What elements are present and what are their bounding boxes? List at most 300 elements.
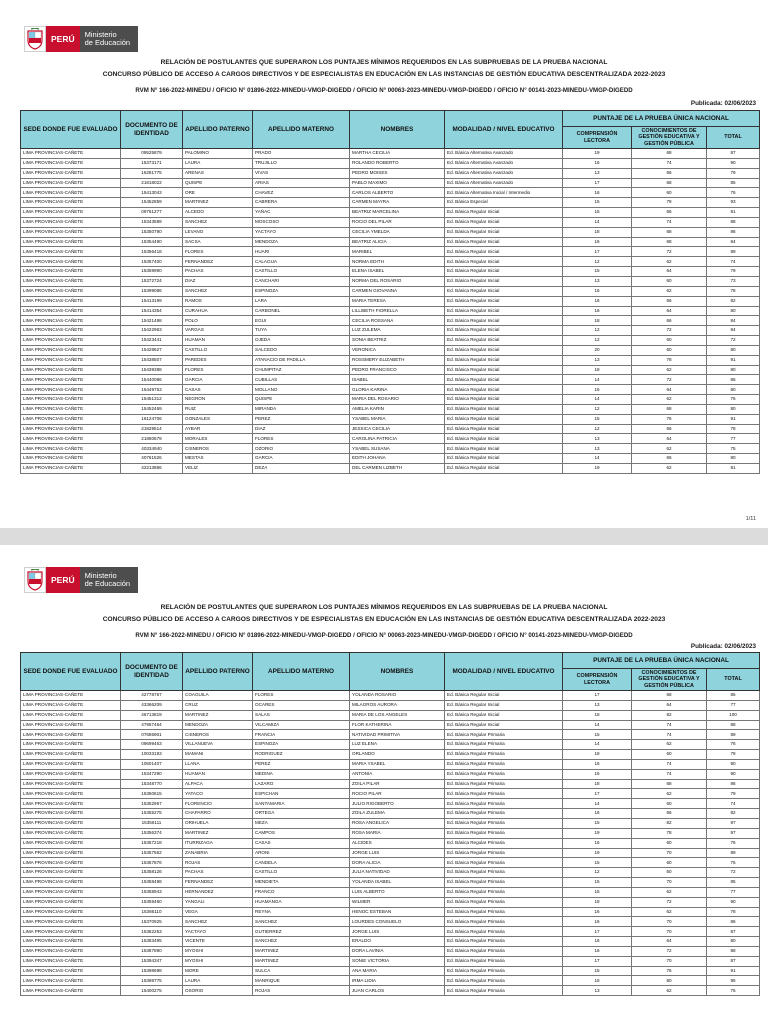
cell-modalidad: Ed. Básica Regular Primaria: [445, 887, 563, 897]
table-row: [21, 208, 760, 218]
cell-modalidad: Ed. Básica Regular Inicial: [445, 385, 563, 395]
cell-nombres: JUAN CARLOS: [350, 986, 445, 996]
cell-documento: 09761277: [121, 208, 183, 218]
cell-apellido-paterno: VELIZ: [183, 464, 253, 474]
cell-sede: LIMA PROVINCIAS-CAÑETE: [21, 858, 121, 868]
cell-nombres: BEATRIZ ALICIA: [350, 237, 445, 247]
cell-conocimientos: 60: [632, 838, 707, 848]
cell-documento: 15357876: [121, 858, 183, 868]
cell-total: 93: [707, 198, 760, 208]
cell-documento: 10033193: [121, 750, 183, 760]
results-table: [20, 110, 760, 474]
table-row: [21, 316, 760, 326]
table-row: [21, 946, 760, 956]
table-row: [21, 267, 760, 277]
cell-apellido-materno: MANRIQUE: [253, 976, 350, 986]
cell-total: 88: [707, 720, 760, 730]
cell-comprension: 19: [563, 464, 632, 474]
cell-total: 72: [707, 868, 760, 878]
cell-nombres: MARIA YSABEL: [350, 759, 445, 769]
cell-apellido-materno: OZORIO: [253, 444, 350, 454]
cell-apellido-paterno: CRUZ: [183, 700, 253, 710]
cell-total: 86: [707, 227, 760, 237]
cell-apellido-materno: MENDIETA: [253, 878, 350, 888]
cell-apellido-paterno: MARTINEZ: [183, 710, 253, 720]
cell-sede: LIMA PROVINCIAS-CAÑETE: [21, 424, 121, 434]
cell-sede: LIMA PROVINCIAS-CAÑETE: [21, 956, 121, 966]
cell-sede: LIMA PROVINCIAS-CAÑETE: [21, 769, 121, 779]
cell-documento: 15359990: [121, 267, 183, 277]
cell-documento: 15357400: [121, 257, 183, 267]
cell-total: 72: [707, 336, 760, 346]
cell-documento: 21829514: [121, 424, 183, 434]
cell-modalidad: Ed. Básica Regular Primaria: [445, 907, 563, 917]
cell-modalidad: Ed. Básica Regular Primaria: [445, 917, 563, 927]
cell-total: 76: [707, 188, 760, 198]
cell-total: 80: [707, 345, 760, 355]
cell-nombres: JORGE LUIS: [350, 848, 445, 858]
cell-comprension: 17: [563, 691, 632, 701]
table-row: [21, 691, 760, 701]
cell-nombres: DORA LAVINIA: [350, 946, 445, 956]
cell-apellido-materno: MEZA: [253, 818, 350, 828]
cell-apellido-materno: ATANACIO DE PADILLA: [253, 355, 350, 365]
cell-apellido-paterno: MESTAS: [183, 454, 253, 464]
cell-total: 80: [707, 365, 760, 375]
cell-documento: 21818022: [121, 178, 183, 188]
cell-comprension: 15: [563, 858, 632, 868]
cell-apellido-paterno: RAMOS: [183, 296, 253, 306]
cell-sede: LIMA PROVINCIAS-CAÑETE: [21, 375, 121, 385]
cell-modalidad: Ed. Básica Regular Inicial: [445, 355, 563, 365]
cell-apellido-materno: CASAS: [253, 838, 350, 848]
cell-comprension: 18: [563, 710, 632, 720]
cell-sede: LIMA PROVINCIAS-CAÑETE: [21, 700, 121, 710]
cell-nombres: AMELIA KARIN: [350, 404, 445, 414]
cell-total: 90: [707, 158, 760, 168]
cell-conocimientos: 64: [632, 434, 707, 444]
header-documento: DOCUMENTO DE IDENTIDAD: [121, 111, 183, 149]
cell-conocimientos: 66: [632, 454, 707, 464]
cell-documento: 07686901: [121, 730, 183, 740]
cell-nombres: PEDRO MOISES: [350, 168, 445, 178]
cell-apellido-paterno: OSORIO: [183, 986, 253, 996]
cell-conocimientos: 62: [632, 986, 707, 996]
cell-sede: LIMA PROVINCIAS-CAÑETE: [21, 188, 121, 198]
cell-conocimientos: 82: [632, 710, 707, 720]
cell-sede: LIMA PROVINCIAS-CAÑETE: [21, 267, 121, 277]
table-row: [21, 779, 760, 789]
document-header: [0, 602, 768, 642]
cell-sede: LIMA PROVINCIAS-CAÑETE: [21, 306, 121, 316]
cell-comprension: 12: [563, 326, 632, 336]
cell-total: 80: [707, 454, 760, 464]
cell-total: 84: [707, 326, 760, 336]
cell-nombres: CARMEN MAYRA: [350, 198, 445, 208]
cell-nombres: CARMEN GIOVANNA: [350, 286, 445, 296]
cell-apellido-materno: MEDINA: [253, 769, 350, 779]
table-row: [21, 710, 760, 720]
cell-apellido-materno: YACTAYO: [253, 227, 350, 237]
cell-documento: 15350615: [121, 789, 183, 799]
cell-total: 82: [707, 809, 760, 819]
cell-sede: LIMA PROVINCIAS-CAÑETE: [21, 720, 121, 730]
cell-apellido-materno: CANDELA: [253, 858, 350, 868]
cell-documento: 15428627: [121, 345, 183, 355]
cell-comprension: 13: [563, 986, 632, 996]
cell-total: 91: [707, 966, 760, 976]
cell-apellido-paterno: YACTAYO: [183, 927, 253, 937]
cell-apellido-materno: MENDOZA: [253, 237, 350, 247]
cell-apellido-paterno: LLANA: [183, 759, 253, 769]
cell-documento: 15439388: [121, 365, 183, 375]
document-title-2: CONCURSO PÚBLICO DE ACCESO A CARGOS DIRECTIVOS Y DE ESPECIALISTAS EN EDUCACIÓN EN LAS INSTANCIAS DE GESTIÓN EDUCATIVA DESCENTRALIZADA 2022-2023: [102, 616, 666, 623]
cell-sede: LIMA PROVINCIAS-CAÑETE: [21, 316, 121, 326]
cell-apellido-paterno: ZANABRIA: [183, 848, 253, 858]
cell-apellido-paterno: HERNANDEZ: [183, 887, 253, 897]
cell-documento: 09525879: [121, 149, 183, 159]
cell-total: 77: [707, 700, 760, 710]
cell-comprension: 19: [563, 848, 632, 858]
cell-comprension: 16: [563, 937, 632, 947]
cell-total: 79: [707, 267, 760, 277]
cell-modalidad: Ed. Básica Regular Primaria: [445, 740, 563, 750]
cell-modalidad: Ed. Básica Regular Primaria: [445, 848, 563, 858]
cell-apellido-materno: ESPINOZA: [253, 286, 350, 296]
table-row: [21, 887, 760, 897]
table-row: [21, 917, 760, 927]
cell-modalidad: Ed. Básica Regular Primaria: [445, 946, 563, 956]
cell-sede: LIMA PROVINCIAS-CAÑETE: [21, 365, 121, 375]
cell-apellido-paterno: VARGAS: [183, 326, 253, 336]
cell-nombres: ZOILA PILAR: [350, 779, 445, 789]
cell-modalidad: Ed. Básica Regular Inicial: [445, 720, 563, 730]
cell-apellido-paterno: MARTINEZ: [183, 828, 253, 838]
header-comprension: COMPRENSIÓN LECTORA: [563, 127, 632, 149]
cell-nombres: CECILIA YMELDA: [350, 227, 445, 237]
cell-comprension: 17: [563, 927, 632, 937]
cell-apellido-materno: CHUMPITAZ: [253, 365, 350, 375]
cell-conocimientos: 74: [632, 720, 707, 730]
cell-conocimientos: 68: [632, 178, 707, 188]
cell-sede: LIMA PROVINCIAS-CAÑETE: [21, 976, 121, 986]
table-row: [21, 986, 760, 996]
cell-sede: LIMA PROVINCIAS-CAÑETE: [21, 149, 121, 159]
cell-modalidad: Ed. Básica Regular Inicial: [445, 454, 563, 464]
ministry-line1: Ministerio: [84, 571, 117, 580]
table-row: [21, 178, 760, 188]
cell-modalidad: Ed. Básica Regular Inicial: [445, 345, 563, 355]
cell-conocimientos: 60: [632, 868, 707, 878]
cell-apellido-paterno: MYOSHI: [183, 946, 253, 956]
cell-documento: 15373171: [121, 158, 183, 168]
table-row: [21, 937, 760, 947]
cell-nombres: PEDRO FRANCISCO: [350, 365, 445, 375]
cell-apellido-materno: EGUI: [253, 316, 350, 326]
cell-total: 86: [707, 779, 760, 789]
cell-apellido-paterno: MAMANI: [183, 750, 253, 760]
cell-sede: LIMA PROVINCIAS-CAÑETE: [21, 158, 121, 168]
table-row: [21, 848, 760, 858]
cell-apellido-paterno: SANCHEZ: [183, 286, 253, 296]
cell-conocimientos: 62: [632, 887, 707, 897]
cell-apellido-paterno: ITURRIZAGA: [183, 838, 253, 848]
cell-nombres: YOLANDA ISABEL: [350, 878, 445, 888]
cell-apellido-paterno: HUAMAN: [183, 336, 253, 346]
cell-nombres: VERONICA: [350, 345, 445, 355]
cell-apellido-materno: PEREZ: [253, 759, 350, 769]
cell-apellido-paterno: CHAPARRO: [183, 809, 253, 819]
cell-modalidad: Ed. Básica Regular Inicial: [445, 276, 563, 286]
cell-documento: 16281775: [121, 168, 183, 178]
cell-conocimientos: 68: [632, 227, 707, 237]
table-row: [21, 868, 760, 878]
cell-conocimientos: 68: [632, 779, 707, 789]
cell-documento: 15356374: [121, 828, 183, 838]
cell-modalidad: Ed. Básica Regular Inicial: [445, 336, 563, 346]
cell-sede: LIMA PROVINCIAS-CAÑETE: [21, 414, 121, 424]
cell-sede: LIMA PROVINCIAS-CAÑETE: [21, 986, 121, 996]
table-row: [21, 809, 760, 819]
cell-comprension: 16: [563, 296, 632, 306]
cell-apellido-materno: DIAZ: [253, 424, 350, 434]
cell-apellido-paterno: RUIZ: [183, 404, 253, 414]
cell-apellido-paterno: MENDOZA: [183, 720, 253, 730]
table-row: [21, 217, 760, 227]
cell-documento: 15350790: [121, 227, 183, 237]
cell-modalidad: Ed. Básica Regular Inicial: [445, 414, 563, 424]
cell-comprension: 12: [563, 257, 632, 267]
cell-modalidad: Ed. Básica Regular Primaria: [445, 799, 563, 809]
cell-total: 85: [707, 691, 760, 701]
cell-modalidad: Ed. Básica Regular Inicial: [445, 257, 563, 267]
cell-modalidad: Ed. Básica Regular Primaria: [445, 858, 563, 868]
cell-sede: LIMA PROVINCIAS-CAÑETE: [21, 878, 121, 888]
document-title-2: CONCURSO PÚBLICO DE ACCESO A CARGOS DIRECTIVOS Y DE ESPECIALISTAS EN EDUCACIÓN EN LAS INSTANCIAS DE GESTIÓN EDUCATIVA DESCENTRALIZADA 2022-2023: [102, 71, 666, 78]
cell-documento: 15366110: [121, 907, 183, 917]
cell-apellido-materno: VILCAMIZA: [253, 720, 350, 730]
ministry-line2: de Educación: [84, 579, 131, 588]
table-row: [21, 454, 760, 464]
cell-nombres: MARIBEL: [350, 247, 445, 257]
cell-nombres: DORA ALICIA: [350, 858, 445, 868]
cell-comprension: 15: [563, 198, 632, 208]
cell-conocimientos: 64: [632, 937, 707, 947]
cell-sede: LIMA PROVINCIAS-CAÑETE: [21, 799, 121, 809]
cell-modalidad: Ed. Básica Regular Inicial: [445, 208, 563, 218]
cell-documento: 15347290: [121, 769, 183, 779]
cell-apellido-paterno: CASTILLO: [183, 345, 253, 355]
cell-modalidad: Ed. Básica Regular Inicial: [445, 444, 563, 454]
cell-comprension: 16: [563, 907, 632, 917]
cell-total: 86: [707, 375, 760, 385]
cell-documento: 10501407: [121, 759, 183, 769]
cell-apellido-materno: MOLLANO: [253, 385, 350, 395]
cell-nombres: JULIA NATIVIDAD: [350, 868, 445, 878]
cell-apellido-materno: ORTEGA: [253, 809, 350, 819]
cell-documento: 15449753: [121, 385, 183, 395]
cell-apellido-paterno: ARENAS: [183, 168, 253, 178]
cell-nombres: NORMA DEL ROSARIO: [350, 276, 445, 286]
cell-modalidad: Ed. Básica Especial: [445, 198, 563, 208]
cell-apellido-materno: ESPINOZA: [253, 740, 350, 750]
table-row: [21, 966, 760, 976]
cell-total: 90: [707, 897, 760, 907]
table-row: [21, 237, 760, 247]
cell-nombres: ELENA ISABEL: [350, 267, 445, 277]
coat-of-arms-icon: [24, 567, 46, 593]
cell-nombres: YSABEL SUSANA: [350, 444, 445, 454]
cell-apellido-materno: ROJAS: [253, 986, 350, 996]
cell-sede: LIMA PROVINCIAS-CAÑETE: [21, 168, 121, 178]
cell-comprension: 14: [563, 454, 632, 464]
cell-documento: 15354490: [121, 237, 183, 247]
cell-total: 85: [707, 178, 760, 188]
cell-sede: LIMA PROVINCIAS-CAÑETE: [21, 237, 121, 247]
document-header: [0, 57, 768, 97]
cell-total: 75: [707, 444, 760, 454]
cell-comprension: 16: [563, 158, 632, 168]
cell-sede: LIMA PROVINCIAS-CAÑETE: [21, 946, 121, 956]
cell-conocimientos: 62: [632, 395, 707, 405]
cell-conocimientos: 82: [632, 818, 707, 828]
header-nombres: NOMBRES: [350, 111, 445, 149]
cell-total: 77: [707, 434, 760, 444]
cell-sede: LIMA PROVINCIAS-CAÑETE: [21, 404, 121, 414]
cell-apellido-materno: FRANCIA: [253, 730, 350, 740]
cell-apellido-paterno: COAGUILA: [183, 691, 253, 701]
cell-modalidad: Ed. Básica Regular Primaria: [445, 750, 563, 760]
table-row: [21, 750, 760, 760]
table-row: [21, 759, 760, 769]
table-row: [21, 336, 760, 346]
cell-comprension: 16: [563, 188, 632, 198]
cell-documento: 40761526: [121, 454, 183, 464]
cell-nombres: YOLANDA ROSARIO: [350, 691, 445, 701]
cell-comprension: 20: [563, 345, 632, 355]
cell-conocimientos: 62: [632, 464, 707, 474]
cell-comprension: 14: [563, 375, 632, 385]
cell-comprension: 15: [563, 208, 632, 218]
cell-total: 80: [707, 306, 760, 316]
table-row: [21, 700, 760, 710]
cell-conocimientos: 70: [632, 917, 707, 927]
cell-sede: LIMA PROVINCIAS-CAÑETE: [21, 355, 121, 365]
cell-sede: LIMA PROVINCIAS-CAÑETE: [21, 208, 121, 218]
table-row: [21, 345, 760, 355]
cell-documento: 47957464: [121, 720, 183, 730]
table-row: [21, 927, 760, 937]
cell-apellido-paterno: PALOMINO: [183, 149, 253, 159]
cell-conocimientos: 76: [632, 966, 707, 976]
cell-sede: LIMA PROVINCIAS-CAÑETE: [21, 838, 121, 848]
table-row: [21, 149, 760, 159]
cell-total: 89: [707, 730, 760, 740]
cell-comprension: 16: [563, 385, 632, 395]
cell-apellido-paterno: ALPACA: [183, 779, 253, 789]
cell-conocimientos: 66: [632, 809, 707, 819]
cell-conocimientos: 68: [632, 404, 707, 414]
cell-apellido-materno: SANCHEZ: [253, 917, 350, 927]
cell-apellido-materno: GARCIA: [253, 454, 350, 464]
cell-sede: LIMA PROVINCIAS-CAÑETE: [21, 385, 121, 395]
cell-total: 82: [707, 296, 760, 306]
cell-comprension: 13: [563, 168, 632, 178]
table-row: [21, 395, 760, 405]
cell-apellido-materno: MOSCOSO: [253, 217, 350, 227]
cell-comprension: 18: [563, 897, 632, 907]
cell-conocimientos: 62: [632, 365, 707, 375]
cell-sede: LIMA PROVINCIAS-CAÑETE: [21, 730, 121, 740]
table-row: [21, 897, 760, 907]
table-row: [21, 740, 760, 750]
cell-apellido-materno: CALAGUA: [253, 257, 350, 267]
cell-sede: LIMA PROVINCIAS-CAÑETE: [21, 178, 121, 188]
cell-documento: 15438507: [121, 355, 183, 365]
cell-conocimientos: 80: [632, 976, 707, 986]
cell-apellido-paterno: POLO: [183, 316, 253, 326]
cell-nombres: GLORIA KARINA: [350, 385, 445, 395]
cell-total: 74: [707, 257, 760, 267]
cell-modalidad: Ed. Básica Regular Inicial: [445, 434, 563, 444]
cell-modalidad: Ed. Básica Regular Inicial: [445, 424, 563, 434]
cell-nombres: LILLIBETH FIORELLA: [350, 306, 445, 316]
results-table: [20, 652, 760, 996]
cell-apellido-materno: CUBILLAS: [253, 375, 350, 385]
cell-documento: 15359460: [121, 897, 183, 907]
cell-apellido-paterno: SANCHEZ: [183, 917, 253, 927]
cell-sede: LIMA PROVINCIAS-CAÑETE: [21, 444, 121, 454]
cell-sede: LIMA PROVINCIAS-CAÑETE: [21, 818, 121, 828]
cell-apellido-materno: SALAS: [253, 710, 350, 720]
table-row: [21, 769, 760, 779]
cell-documento: 16124706: [121, 414, 183, 424]
table-row: [21, 404, 760, 414]
header-total: TOTAL: [707, 669, 760, 691]
cell-total: 76: [707, 838, 760, 848]
results-table-body: [21, 149, 760, 474]
cell-sede: LIMA PROVINCIAS-CAÑETE: [21, 710, 121, 720]
header-apellido-materno: APELLIDO MATERNO: [253, 111, 350, 149]
cell-apellido-materno: CAMPOS: [253, 828, 350, 838]
table-row: [21, 198, 760, 208]
table-row: [21, 375, 760, 385]
table-row: [21, 818, 760, 828]
header-conocimientos: CONOCIMIENTOS DE GESTIÓN EDUCATIVA Y GESTIÓN PÚBLICA: [632, 669, 707, 691]
cell-conocimientos: 68: [632, 691, 707, 701]
cell-apellido-paterno: YANGALI: [183, 897, 253, 907]
cell-comprension: 12: [563, 404, 632, 414]
cell-apellido-paterno: NEGRON: [183, 395, 253, 405]
cell-nombres: ORLANDO: [350, 750, 445, 760]
cell-apellido-materno: SANCHEZ: [253, 937, 350, 947]
cell-sede: LIMA PROVINCIAS-CAÑETE: [21, 454, 121, 464]
table-row: [21, 365, 760, 375]
cell-modalidad: Ed. Básica Regular Inicial: [445, 365, 563, 375]
cell-conocimientos: 72: [632, 326, 707, 336]
table-row: [21, 257, 760, 267]
cell-comprension: 13: [563, 700, 632, 710]
table-row: [21, 158, 760, 168]
cell-comprension: 15: [563, 966, 632, 976]
cell-sede: LIMA PROVINCIAS-CAÑETE: [21, 247, 121, 257]
cell-comprension: 18: [563, 316, 632, 326]
table-row: [21, 227, 760, 237]
cell-apellido-paterno: LAURA: [183, 976, 253, 986]
cell-apellido-materno: CHAVEZ: [253, 188, 350, 198]
cell-modalidad: Ed. Básica Regular Primaria: [445, 966, 563, 976]
cell-apellido-materno: ARONI: [253, 848, 350, 858]
